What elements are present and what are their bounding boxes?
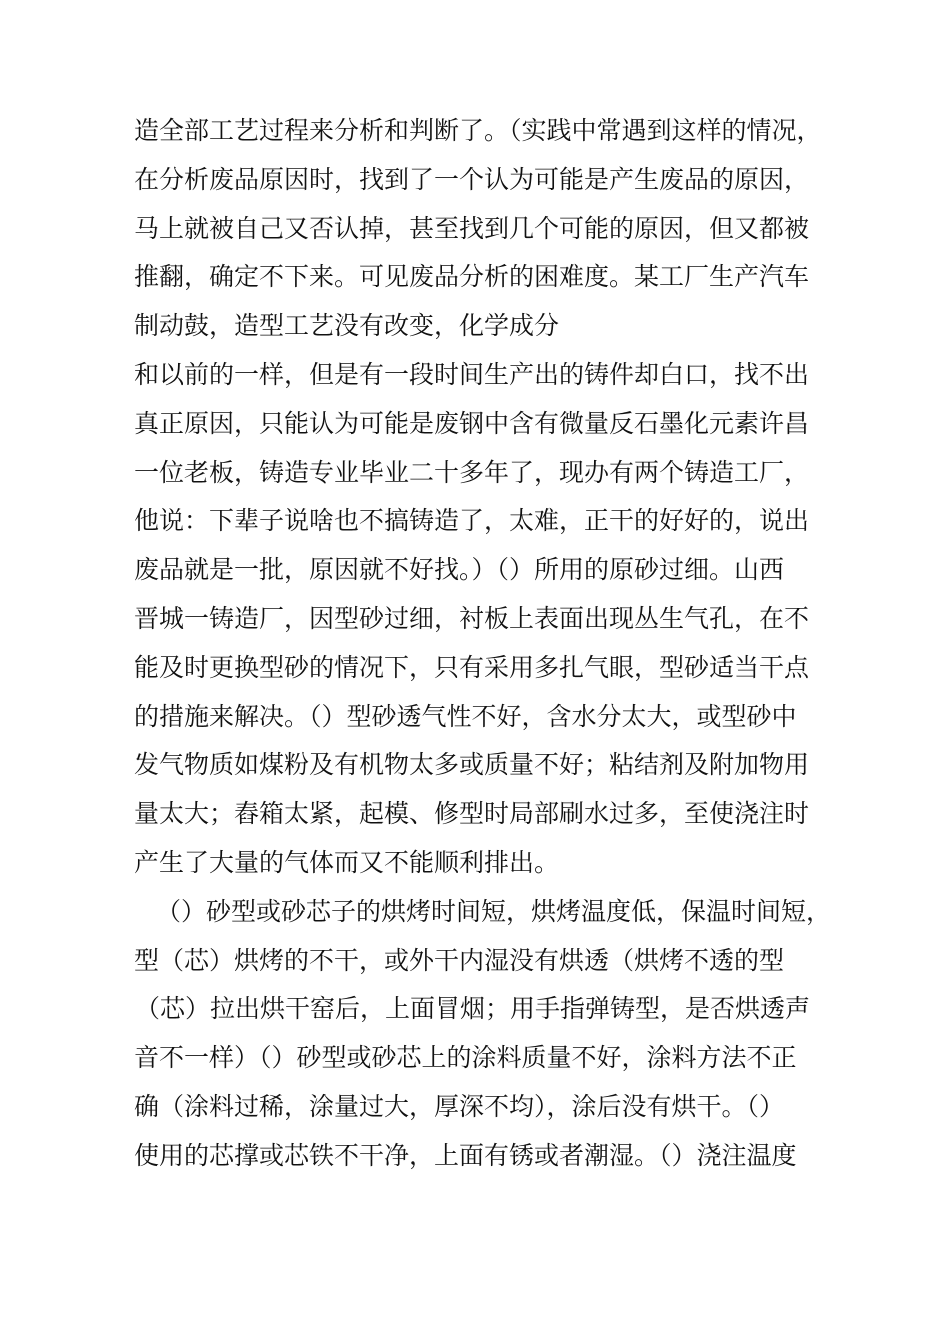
text-line: 晋城一铸造厂，因型砂过细，衬板上表面出现丛生气孔，在不 xyxy=(134,603,810,633)
text-line: 使用的芯撑或芯铁不干净，上面有锈或者潮湿。（）浇注温度 xyxy=(134,1140,797,1170)
text-line: 制动鼓，造型工艺没有改变，化学成分 xyxy=(134,311,560,341)
text-line: 确（涂料过稀，涂量过大，厚深不均），涂后没有烘干。（） xyxy=(134,1091,785,1121)
text-line: 的措施来解决。（）型砂透气性不好，含水分太大，或型砂中 xyxy=(134,701,797,731)
text-line: 马上就被自己又否认掉，甚至找到几个可能的原因，但又都被 xyxy=(134,213,810,243)
text-line: （芯）拉出烘干窑后，上面冒烟；用手指弹铸型，是否烘透声 xyxy=(135,994,811,1024)
text-line: 能及时更换型砂的情况下，只有采用多扎气眼，型砂适当干点 xyxy=(134,652,810,682)
text-line: 在分析废品原因时，找到了一个认为可能是产生废品的原因， xyxy=(134,164,810,194)
text-line: 型（芯）烘烤的不干，或外干内湿没有烘透（烘烤不透的型 xyxy=(134,945,785,975)
body-text xyxy=(134,107,854,1181)
text-line: 和以前的一样，但是有一段时间生产出的铸件却白口，找不出 xyxy=(134,359,810,389)
text-line: 推翻，确定不下来。可见废品分析的困难度。某工厂生产汽车 xyxy=(134,262,810,292)
text-line: 产生了大量的气体而又不能顺利排出。 xyxy=(134,847,560,877)
text-line: 音不一样）（）砂型或砂芯上的涂料质量不好，涂料方法不正 xyxy=(134,1043,797,1073)
text-line: 造全部工艺过程来分析和判断了。（实践中常遇到这样的情况， xyxy=(134,116,822,145)
text-line: 发气物质如煤粉及有机物太多或质量不好；粘结剂及附加物用 xyxy=(134,750,810,780)
text-line: 量太大；舂箱太紧，起模、修型时局部刷水过多，至使浇注时 xyxy=(134,799,810,829)
text-line: （）砂型或砂芯子的烘烤时间短，烘烤温度低，保温时间短， xyxy=(156,896,832,926)
text-line: 一位老板，铸造专业毕业二十多年了，现办有两个铸造工厂， xyxy=(134,457,810,487)
text-line: 废品就是一批，原因就不好找。）（）所用的原砂过细。山西 xyxy=(134,555,785,585)
text-line: 他说：下辈子说啥也不搞铸造了，太难，正干的好好的，说出 xyxy=(134,506,810,536)
text-line: 真正原因，只能认为可能是废钢中含有微量反石墨化元素许昌 xyxy=(134,408,810,438)
